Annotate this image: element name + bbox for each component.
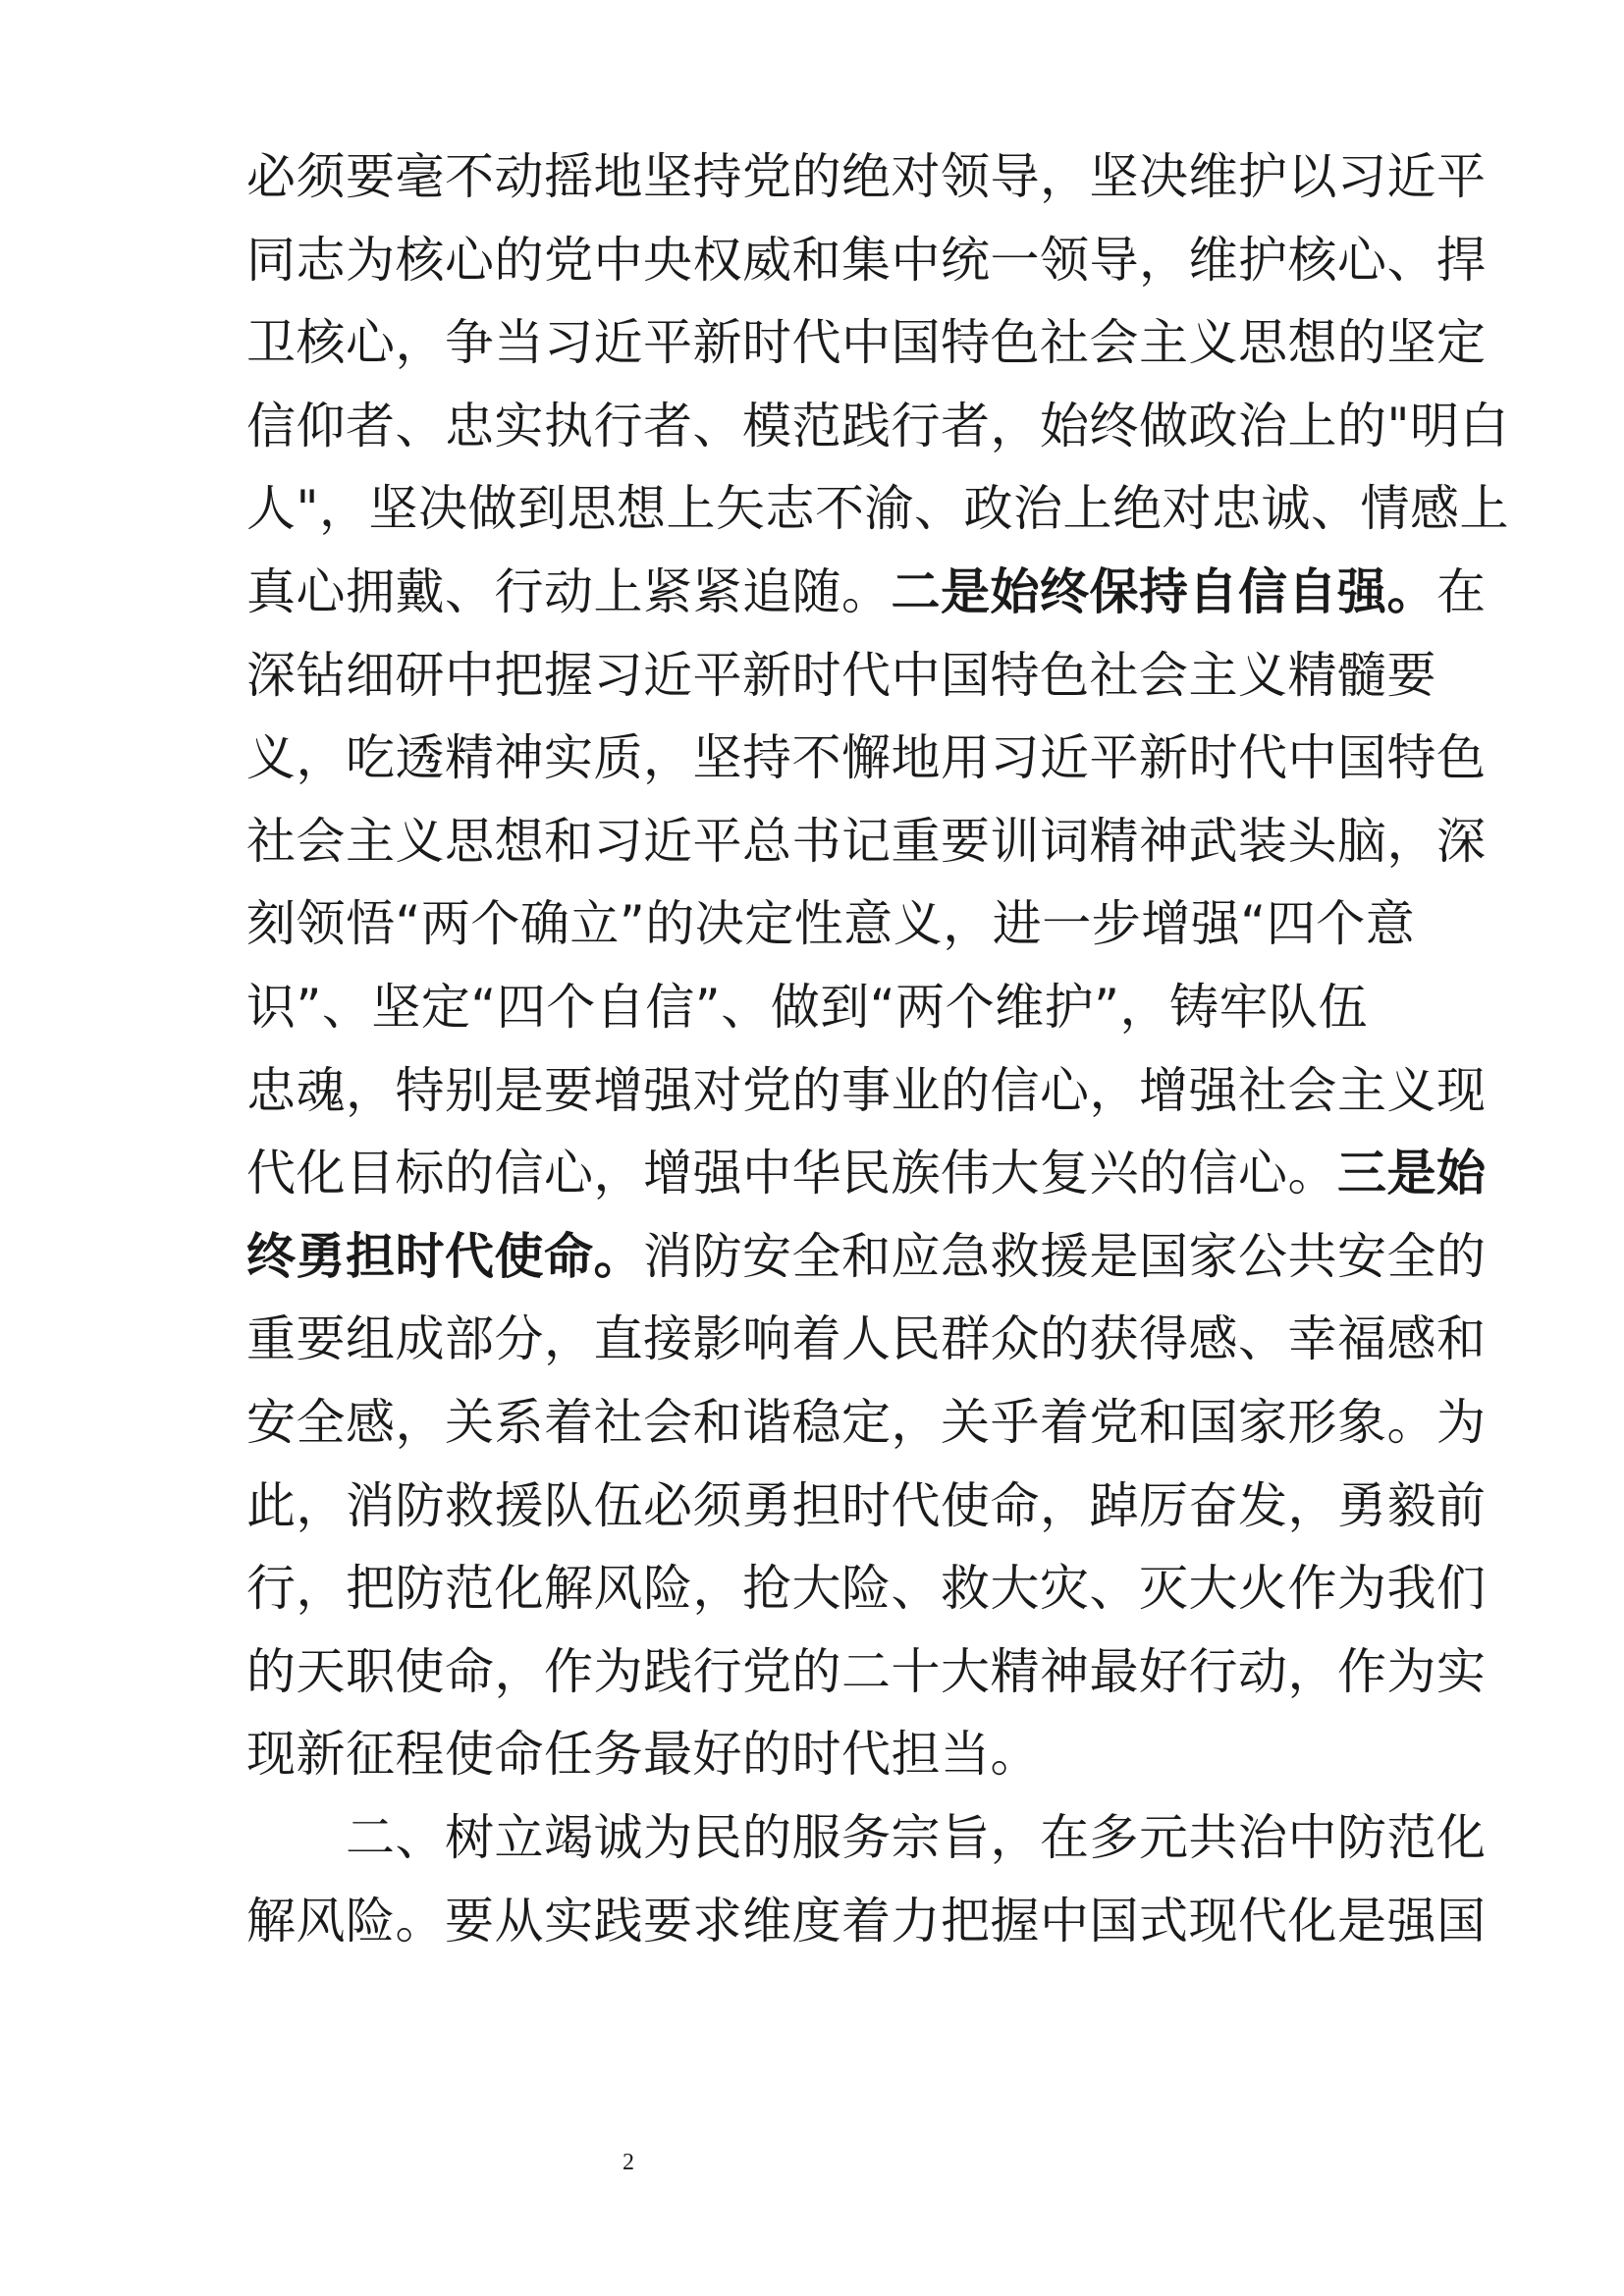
text-segment: 此，消防救援队伍必须勇担时代使命，踔厉奋发，勇毅前 (246, 1476, 1487, 1534)
text-line (246, 812, 1487, 871)
text-line (246, 728, 1487, 787)
text-line (246, 1144, 1487, 1202)
text-segment: 人"，坚决做到思想上矢志不渝、政治上绝对忠诚、情感上 (246, 480, 1509, 538)
text-segment: 解风险。要从实践要求维度着力把握中国式现代化是强国 (246, 1892, 1487, 1949)
text-segment: 同志为核心的党中央权威和集中统一领导，维护核心、捍 (246, 231, 1487, 289)
text-segment: 现新征程使命任务最好的时代担当。 (246, 1726, 1040, 1784)
text-line (246, 1559, 1487, 1618)
text-line (246, 479, 1509, 538)
text-line (246, 894, 1415, 953)
text-line (246, 1227, 1487, 1286)
text-segment: 深钻细研中把握习近平新时代中国特色社会主义精髓要 (246, 646, 1436, 704)
text-line (246, 978, 1368, 1037)
text-segment: 必须要毫不动摇地坚持党的绝对领导，坚决维护以习近平 (246, 148, 1487, 205)
text-line (246, 1808, 1487, 1867)
text-segment: 在 (1436, 563, 1487, 620)
text-line (246, 1393, 1487, 1452)
text-line (246, 397, 1509, 455)
text-segment: 识”、坚定“四个自信”、做到“两个维护”，铸牢队伍 (246, 979, 1369, 1036)
text-line (246, 1061, 1487, 1120)
text-line (246, 313, 1487, 372)
text-segment: 义，吃透精神实质，坚持不懈地用习近平新时代中国特色 (246, 729, 1487, 787)
bold-heading-segment: 二是始终保持自信自强。 (891, 563, 1436, 620)
text-line (246, 562, 1487, 621)
text-segment: 代化目标的信心，增强中华民族伟大复兴的信心。 (246, 1145, 1337, 1202)
text-segment: 的天职使命，作为践行党的二十大精神最好行动，作为实 (246, 1642, 1487, 1700)
text-segment: 社会主义思想和习近平总书记重要训词精神武装头脑，深 (246, 812, 1487, 870)
text-line (246, 1892, 1487, 1950)
text-line (246, 1725, 1040, 1784)
bold-heading-segment: 终勇担时代使命。 (246, 1227, 643, 1285)
text-segment: 消防安全和应急救援是国家公共安全的 (643, 1227, 1487, 1285)
text-segment: 行，把防范化解风险，抢大险、救大灾、灭大火作为我们 (246, 1560, 1487, 1618)
text-line (246, 231, 1487, 290)
page-number: 2 (623, 2150, 634, 2175)
text-segment: 安全感，关系着社会和谐稳定，关乎着党和国家形象。为 (246, 1394, 1487, 1451)
text-segment: 二、树立竭诚为民的服务宗旨，在多元共治中防范化 (246, 1809, 1487, 1866)
text-line (246, 646, 1436, 705)
text-line (246, 1642, 1487, 1701)
text-line (246, 1476, 1487, 1535)
text-line (246, 1309, 1487, 1368)
text-segment: 卫核心，争当习近平新时代中国特色社会主义思想的坚定 (246, 314, 1487, 372)
text-segment: 重要组成部分，直接影响着人民群众的获得感、幸福感和 (246, 1310, 1487, 1368)
text-line (246, 147, 1487, 206)
text-segment: 真心拥戴、行动上紧紧追随。 (246, 563, 892, 620)
text-segment: 信仰者、忠实执行者、模范践行者，始终做政治上的"明白 (246, 397, 1509, 454)
bold-heading-segment: 三是始 (1337, 1145, 1487, 1202)
text-segment: 刻领悟“两个确立”的决定性意义，进一步增强“四个意 (246, 895, 1416, 953)
text-segment: 忠魂，特别是要增强对党的事业的信心，增强社会主义现 (246, 1061, 1487, 1119)
